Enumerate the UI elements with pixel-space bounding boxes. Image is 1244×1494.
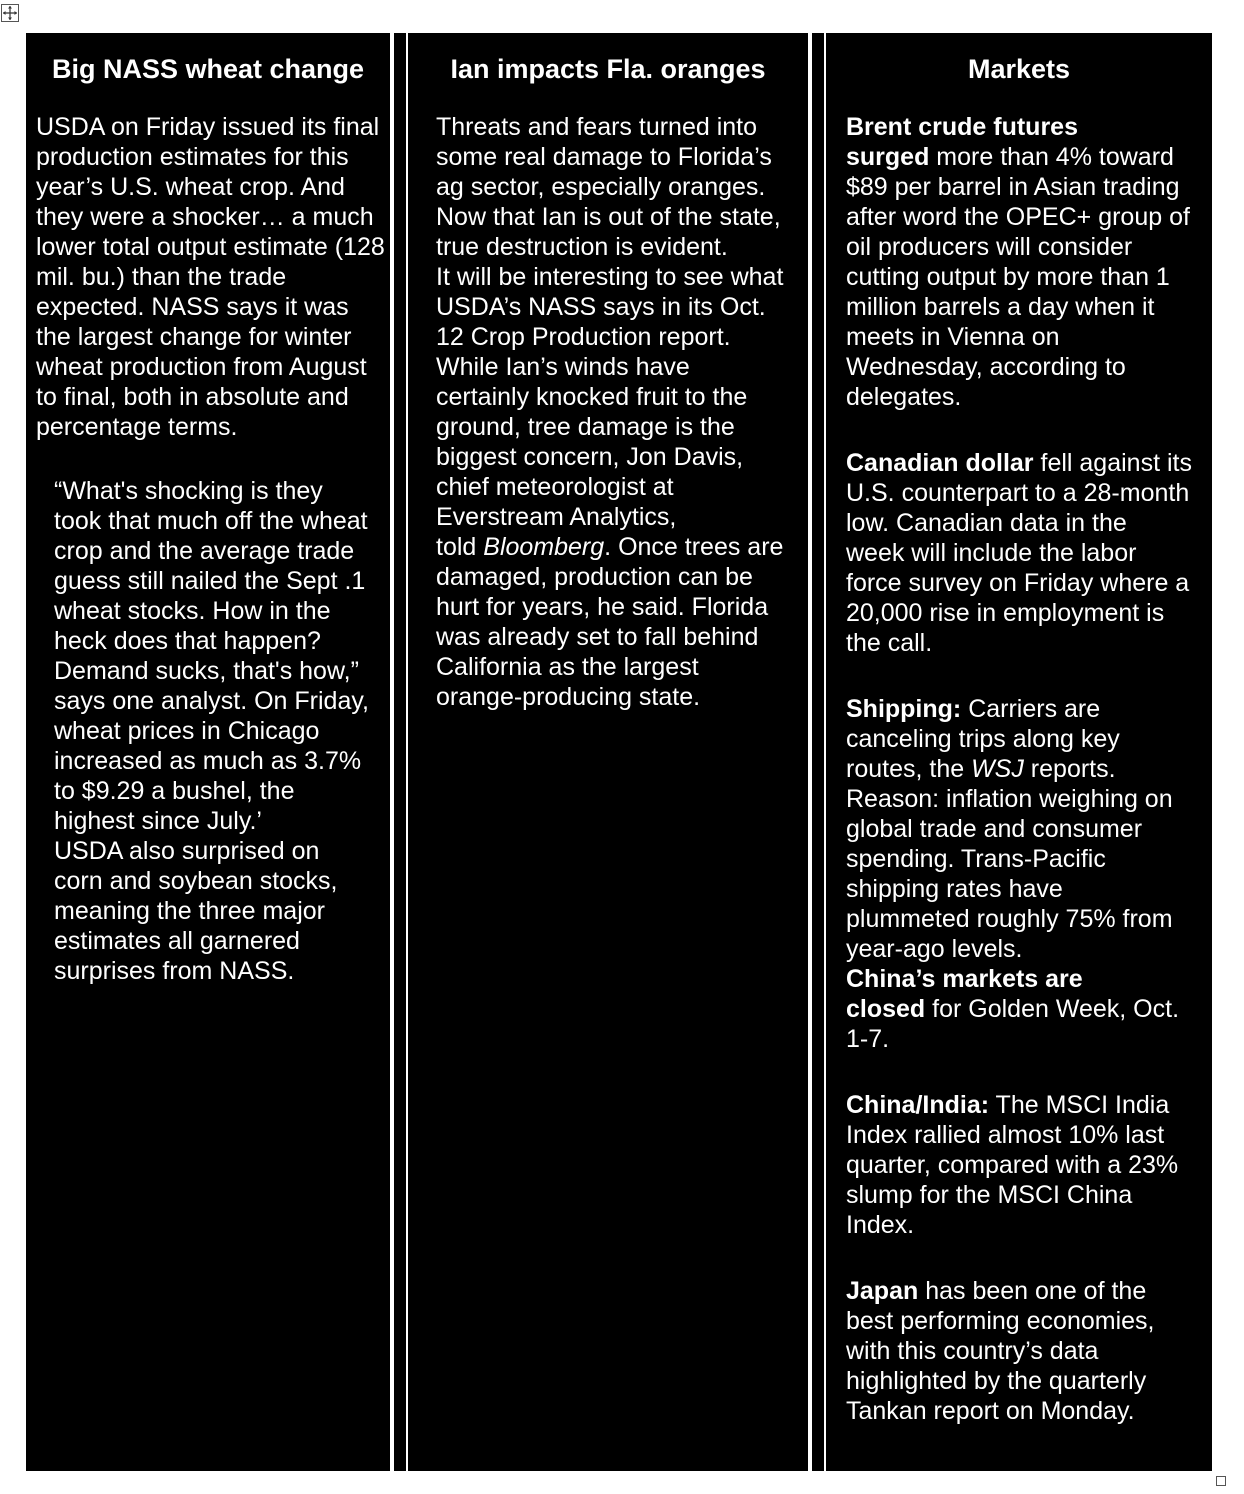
table-move-handle-icon[interactable] bbox=[1, 4, 19, 22]
text-line: ag sector, especially oranges. bbox=[436, 173, 766, 201]
text-line: with this country’s data bbox=[846, 1337, 1099, 1365]
text-line: wheat stocks. How in the bbox=[54, 597, 331, 625]
oranges-paragraph bbox=[436, 112, 783, 712]
text-line: corn and soybean stocks, bbox=[54, 867, 338, 895]
text-run: routes, the bbox=[846, 755, 972, 783]
markets-body bbox=[846, 112, 1192, 1426]
text-line: production estimates for this bbox=[36, 143, 349, 171]
text-line: 20,000 rise in employment is bbox=[846, 599, 1165, 627]
text-line: certainly knocked fruit to the bbox=[436, 383, 748, 411]
text-line: USDA also surprised on bbox=[54, 837, 320, 865]
bold-run: China’s markets are bbox=[846, 965, 1083, 993]
text-line: the largest change for winter bbox=[36, 323, 352, 351]
text-line: oil producers will consider bbox=[846, 233, 1133, 261]
text-line: Index rallied almost 10% last bbox=[846, 1121, 1165, 1149]
text-line: surprises from NASS. bbox=[54, 957, 295, 985]
bold-run: Japan bbox=[846, 1277, 919, 1305]
text-run: reports. bbox=[1023, 755, 1116, 783]
text-line: USDA’s NASS says in its Oct. bbox=[436, 293, 766, 321]
text-line: estimates all garnered bbox=[54, 927, 300, 955]
paragraph-gap bbox=[846, 412, 1192, 448]
text-line: Wednesday, according to bbox=[846, 353, 1126, 381]
text-run: has been one of the bbox=[918, 1277, 1147, 1305]
text-line: they were a shocker… a much bbox=[36, 203, 374, 231]
table-resize-handle-icon[interactable] bbox=[1216, 1476, 1226, 1486]
text-line: biggest concern, Jon Davis, bbox=[436, 443, 744, 471]
column-divider bbox=[394, 33, 406, 1471]
text-line: highlighted by the quarterly bbox=[846, 1367, 1147, 1395]
column-heading: Ian impacts Fla. oranges bbox=[450, 54, 766, 84]
text-line: $89 per barrel in Asian trading bbox=[846, 173, 1180, 201]
text-line: mil. bu.) than the trade bbox=[36, 263, 287, 291]
text-line bbox=[846, 994, 1192, 1024]
text-line bbox=[846, 964, 1192, 994]
text-line: guess still nailed the Sept .1 bbox=[54, 567, 366, 595]
text-line: year’s U.S. wheat crop. And bbox=[36, 173, 345, 201]
text-line: USDA on Friday issued its final bbox=[36, 113, 380, 141]
text-line: Everstream Analytics, bbox=[436, 503, 677, 531]
text-line bbox=[846, 694, 1192, 724]
column-oranges bbox=[408, 33, 808, 1471]
text-line: the call. bbox=[846, 629, 933, 657]
text-line bbox=[846, 1276, 1192, 1306]
text-line: California as the largest bbox=[436, 653, 699, 681]
column-heading: Markets bbox=[967, 54, 1071, 84]
text-line: 1-7. bbox=[846, 1025, 890, 1053]
text-line: after word the OPEC+ group of bbox=[846, 203, 1190, 231]
markets-paragraph-japan bbox=[846, 1276, 1192, 1426]
text-line: says one analyst. On Friday, bbox=[54, 687, 369, 715]
text-line: to final, both in absolute and bbox=[36, 383, 349, 411]
text-line bbox=[436, 532, 783, 562]
text-line: week will include the labor bbox=[846, 539, 1137, 567]
text-line: cutting output by more than 1 bbox=[846, 263, 1170, 291]
text-line: chief meteorologist at bbox=[436, 473, 674, 501]
bold-run: surged bbox=[846, 143, 930, 171]
markets-paragraph-china-india bbox=[846, 1090, 1192, 1240]
text-line: Now that Ian is out of the state, bbox=[436, 203, 781, 231]
text-line bbox=[846, 112, 1192, 142]
text-run: The MSCI India bbox=[989, 1091, 1170, 1119]
text-line: expected. NASS says it was bbox=[36, 293, 349, 321]
column-heading: Big NASS wheat change bbox=[51, 54, 365, 84]
text-line: wheat production from August bbox=[36, 353, 367, 381]
text-line: quarter, compared with a 23% bbox=[846, 1151, 1179, 1179]
text-line: hurt for years, he said. Florida bbox=[436, 593, 769, 621]
text-line: slump for the MSCI China bbox=[846, 1181, 1133, 1209]
text-run: told bbox=[436, 533, 484, 561]
text-line: crop and the average trade bbox=[54, 537, 355, 565]
text-line: million barrels a day when it bbox=[846, 293, 1155, 321]
text-line: wheat prices in Chicago bbox=[54, 717, 320, 745]
text-line: global trade and consumer bbox=[846, 815, 1143, 843]
text-line: shipping rates have bbox=[846, 875, 1063, 903]
publication-name: Bloomberg bbox=[483, 533, 605, 561]
text-line: damaged, production can be bbox=[436, 563, 753, 591]
text-line: orange-producing state. bbox=[436, 683, 701, 711]
text-line: While Ian’s winds have bbox=[436, 353, 690, 381]
text-run: more than 4% toward bbox=[929, 143, 1174, 171]
text-line: to $9.29 a bushel, the bbox=[54, 777, 295, 805]
bold-run: China/India: bbox=[846, 1091, 990, 1119]
text-line: “What's shocking is they bbox=[54, 477, 323, 505]
text-line: percentage terms. bbox=[36, 413, 238, 441]
wheat-quote-paragraph bbox=[54, 476, 369, 986]
text-line: 12 Crop Production report. bbox=[436, 323, 731, 351]
bold-run: Shipping: bbox=[846, 695, 962, 723]
bold-run: closed bbox=[846, 995, 926, 1023]
text-run: fell against its bbox=[1033, 449, 1192, 477]
text-line: Index. bbox=[846, 1211, 915, 1239]
text-line: some real damage to Florida’s bbox=[436, 143, 772, 171]
text-line bbox=[846, 754, 1192, 784]
text-line bbox=[846, 448, 1192, 478]
markets-paragraph-canadian-dollar bbox=[846, 448, 1192, 658]
text-line: U.S. counterpart to a 28-month bbox=[846, 479, 1190, 507]
text-line: delegates. bbox=[846, 383, 962, 411]
text-line: It will be interesting to see what bbox=[436, 263, 784, 291]
text-line: meets in Vienna on bbox=[846, 323, 1060, 351]
text-line: was already set to fall behind bbox=[436, 623, 759, 651]
text-line bbox=[846, 1090, 1192, 1120]
text-line: best performing economies, bbox=[846, 1307, 1155, 1335]
publication-name: WSJ bbox=[971, 755, 1024, 783]
paragraph-gap bbox=[846, 658, 1192, 694]
paragraph-gap bbox=[846, 1240, 1192, 1276]
column-divider bbox=[812, 33, 824, 1471]
text-line: increased as much as 3.7% bbox=[54, 747, 362, 775]
text-run: for Golden Week, Oct. bbox=[925, 995, 1180, 1023]
bold-run: Brent crude futures bbox=[846, 113, 1078, 141]
text-line: canceling trips along key bbox=[846, 725, 1120, 753]
column-markets bbox=[826, 33, 1212, 1471]
text-line: Threats and fears turned into bbox=[436, 113, 758, 141]
text-line: spending. Trans-Pacific bbox=[846, 845, 1106, 873]
wheat-paragraph-1 bbox=[36, 112, 385, 442]
markets-paragraph-shipping bbox=[846, 694, 1192, 1054]
text-line: highest since July.’ bbox=[54, 807, 262, 835]
text-line: meaning the three major bbox=[54, 897, 325, 925]
text-line bbox=[846, 142, 1192, 172]
column-wheat bbox=[26, 33, 390, 1471]
text-run: Carriers are bbox=[961, 695, 1101, 723]
text-run: . Once trees are bbox=[604, 533, 784, 561]
text-line: year-ago levels. bbox=[846, 935, 1023, 963]
text-line: ground, tree damage is the bbox=[436, 413, 735, 441]
text-line: low. Canadian data in the bbox=[846, 509, 1127, 537]
text-line: Demand sucks, that's how,” bbox=[54, 657, 359, 685]
text-line: Reason: inflation weighing on bbox=[846, 785, 1173, 813]
text-line: true destruction is evident. bbox=[436, 233, 728, 261]
bold-run: Canadian dollar bbox=[846, 449, 1034, 477]
text-line: lower total output estimate (128 bbox=[36, 233, 385, 261]
text-line: Tankan report on Monday. bbox=[846, 1397, 1135, 1425]
text-line: plummeted roughly 75% from bbox=[846, 905, 1173, 933]
text-line: took that much off the wheat bbox=[54, 507, 368, 535]
markets-paragraph-brent bbox=[846, 112, 1192, 412]
paragraph-gap bbox=[846, 1054, 1192, 1090]
text-line: force survey on Friday where a bbox=[846, 569, 1190, 597]
text-line: heck does that happen? bbox=[54, 627, 321, 655]
